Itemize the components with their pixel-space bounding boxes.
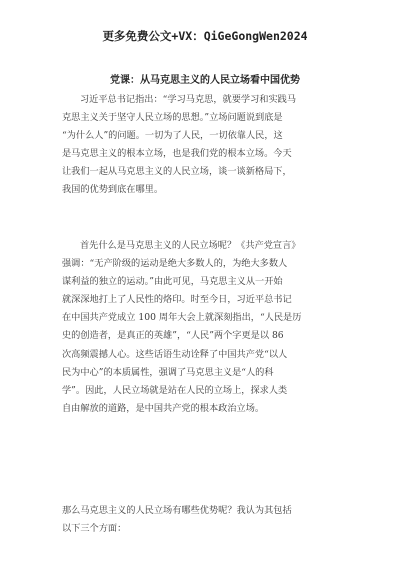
paragraph-1 bbox=[62, 91, 349, 200]
paragraph-line: 强调：“无产阶级的运动是绝大多数人的，为绝大多数人 bbox=[62, 258, 288, 270]
paragraph-line: 谋利益的独立的运动。”由此可见，马克思主义从一开始 bbox=[62, 276, 283, 288]
page-header-watermark: 更多免费公文+VX：QiGeGongWen2024 bbox=[102, 29, 308, 43]
paragraph-line: 自由解放的道路，是中国共产党的根本政治立场。 bbox=[62, 402, 265, 414]
paragraph-line: 在中国共产党成立 100 周年大会上就深刻指出，“人民是历 bbox=[62, 312, 302, 324]
paragraph-line: 是马克思主义的根本立场，也是我们党的根本立场。今天 bbox=[62, 148, 292, 160]
paragraph-line: 民为中心”的本质属性，强调了马克思主义是“人的科 bbox=[62, 366, 274, 378]
paragraph-line: 次高频震撼人心。这些话语生动诠释了中国共产党“以人 bbox=[62, 348, 288, 360]
paragraph-line: 以下三个方面： bbox=[62, 523, 127, 535]
paragraph-line: 首先什么是马克思主义的人民立场呢？《共产党宣言》 bbox=[80, 240, 301, 251]
paragraph-line: 那么马克思主义的人民立场有哪些优势呢？我认为其包括 bbox=[62, 505, 292, 516]
paragraph-line: 让我们一起从马克思主义的人民立场，谈一谈新格局下， bbox=[62, 166, 292, 178]
paragraph-line: 克思主义关于坚守人民立场的思想。”立场问题说到底是 bbox=[62, 112, 283, 124]
paragraph-line: 习近平总书记指出：“学习马克思，就要学习和实践马 bbox=[80, 94, 297, 105]
paragraph-line: 就深深地打上了人民性的烙印。时至今日，习近平总书记 bbox=[62, 294, 292, 306]
paragraph-line: 史的创造者，是真正的英雄”，“人民”两个字更是以 86 bbox=[62, 330, 284, 342]
paragraph-line: 我国的优势到底在哪里。 bbox=[62, 184, 164, 196]
paragraph-line: 学”。因此，人民立场就是站在人民的立场上，探求人类 bbox=[62, 384, 288, 396]
paragraph-3 bbox=[62, 502, 349, 538]
document-title: 党课：从马克思主义的人民立场看中国优势 bbox=[110, 75, 300, 86]
paragraph-line: “为什么人”的问题。一切为了人民，一切依靠人民，这 bbox=[62, 130, 283, 142]
paragraph-2 bbox=[62, 237, 349, 418]
